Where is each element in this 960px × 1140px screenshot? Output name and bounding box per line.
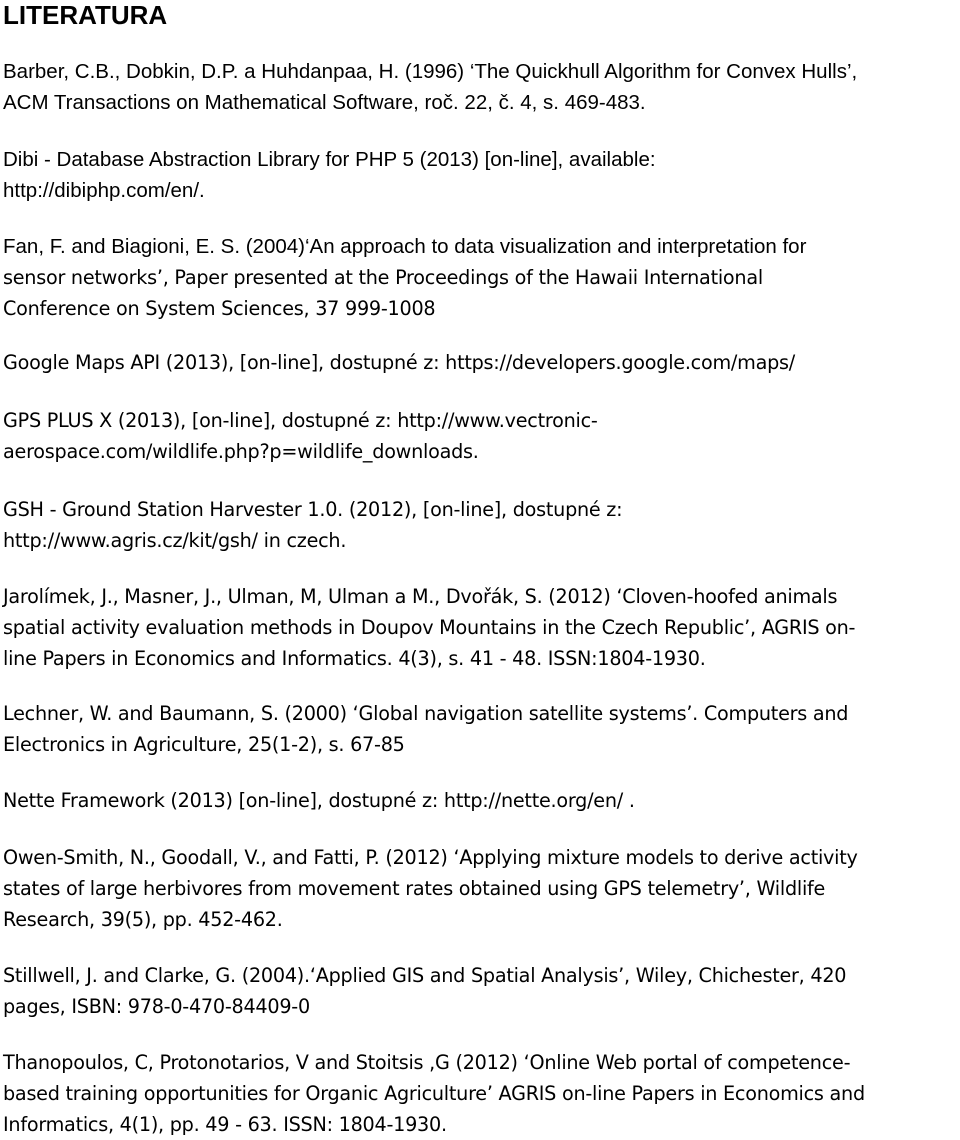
- reference-link: http://dibiphp.com/en/.: [3, 179, 205, 202]
- reference-link: aerospace.com/wildlife.php?p=wildlife_downloads.: [3, 440, 479, 463]
- reference-google-maps: [3, 347, 957, 378]
- reference-owen-smith: [3, 842, 957, 935]
- reference-line: sensor networks’, Paper presented at the Proceedings of the Hawaii International: [3, 266, 763, 289]
- reference-line: pages, ISBN: 978-0-470-84409-0: [3, 995, 310, 1018]
- reference-authors: Fan, F. and Biagioni, E. S. (2004)‘An approach to data visualization and interpretation for: [3, 235, 807, 258]
- reference-line: Research, 39(5), pp. 452-462.: [3, 908, 283, 931]
- reference-line: GSH - Ground Station Harvester 1.0. (2012), [on-line], dostupné z:: [3, 498, 623, 521]
- reference-line: Owen-Smith, N., Goodall, V., and Fatti, P. (2012) ‘Applying mixture models to derive activity: [3, 846, 858, 869]
- reference-line: Barber, C.B., Dobkin, D.P. a Huhdanpaa, H. (1996) ‘The Quickhull Algorithm for Convex Hulls’,: [3, 60, 858, 83]
- reference-link: http://www.agris.cz/kit/gsh/ in czech.: [3, 529, 347, 552]
- reference-jarolimek: [3, 581, 957, 674]
- reference-line: Electronics in Agriculture, 25(1-2), s. 67-85: [3, 733, 405, 756]
- reference-line: Lechner, W. and Baumann, S. (2000) ‘Global navigation satellite systems’. Computers and: [3, 702, 849, 725]
- reference-thanopoulos: [3, 1047, 957, 1140]
- reference-line: Thanopoulos, C, Protonotarios, V and Stoitsis ,G (2012) ‘Online Web portal of competence-: [3, 1051, 851, 1074]
- reference-line: ACM Transactions on Mathematical Software, roč. 22, č. 4, s. 469-483.: [3, 91, 646, 114]
- reference-line: [3, 231, 957, 262]
- reference-gps-plus-x: [3, 405, 957, 467]
- reference-line: based training opportunities for Organic Agriculture’ AGRIS on-line Papers in Economics and: [3, 1082, 865, 1105]
- reference-line: Jarolímek, J., Masner, J., Ulman, M, Ulman a M., Dvořák, S. (2012) ‘Cloven-hoofed animals: [3, 585, 838, 608]
- reference-line: Nette Framework (2013) [on-line], dostupné z: http://nette.org/en/ .: [3, 789, 635, 812]
- reference-line: Dibi - Database Abstraction Library for PHP 5 (2013) [on-line], available:: [3, 148, 656, 171]
- reference-lechner: [3, 698, 957, 760]
- reference-line: Informatics, 4(1), pp. 49 - 63. ISSN: 1804-1930.: [3, 1113, 447, 1136]
- reference-line: Google Maps API (2013), [on-line], dostupné z: https://developers.google.com/maps/: [3, 351, 795, 374]
- reference-barber: [3, 56, 957, 118]
- reference-nette: [3, 785, 957, 816]
- reference-line: states of large herbivores from movement rates obtained using GPS telemetry’, Wildlife: [3, 877, 826, 900]
- reference-line: Conference on System Sciences, 37 999-1008: [3, 297, 436, 320]
- reference-line: Stillwell, J. and Clarke, G. (2004).‘Applied GIS and Spatial Analysis’, Wiley, Chichester, 420: [3, 964, 847, 987]
- reference-gsh: [3, 494, 957, 556]
- reference-dibi: [3, 144, 957, 206]
- reference-line: spatial activity evaluation methods in Doupov Mountains in the Czech Republic’, AGRIS on-: [3, 616, 856, 639]
- reference-stillwell: [3, 960, 957, 1022]
- reference-line: GPS PLUS X (2013), [on-line], dostupné z: http://www.vectronic-: [3, 409, 598, 432]
- reference-fan: [3, 231, 957, 324]
- reference-line: line Papers in Economics and Informatics. 4(3), s. 41 - 48. ISSN:1804-1930.: [3, 647, 706, 670]
- page-title: LITERATURA: [3, 0, 168, 30]
- document-page: [3, 0, 957, 1136]
